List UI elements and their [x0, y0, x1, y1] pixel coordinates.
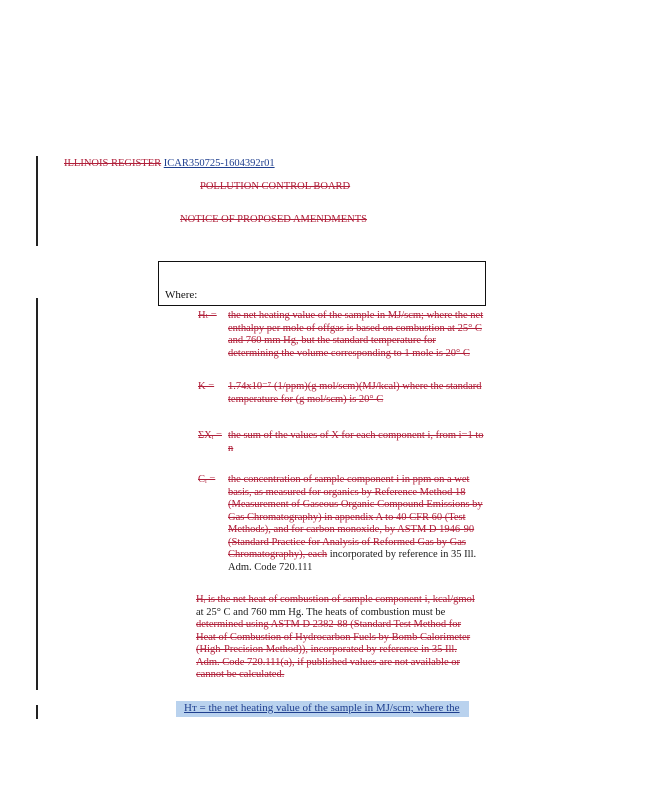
definition-body: [228, 474, 486, 574]
register-line: [64, 158, 275, 169]
change-bar: [36, 298, 38, 690]
definition-sum-x: [198, 430, 488, 456]
inserted-line: Hᴛ = the net heating value of the sample in MJ/scm; where the: [184, 702, 460, 714]
inserted-highlight: [176, 701, 469, 717]
definition-text-kept: incorporated by reference in 35 Ill. Adm. Code 720.111: [228, 549, 477, 573]
definition-term: ΣXᵢ =: [198, 430, 222, 441]
definition-text-deleted: the concentration of sample component i in ppm on a wet basis, as measured for organics by Reference Method 18 (Measurement of Gaseous Organic Compound Emissions by Gas Chromatography) in appendix A to 40 CFR 60 (Test Methods), and for carbon monoxide, by ASTM D 1946-90 (Standard Practice for Analysis of Reformed Gas by Gas Chromatography), each: [228, 474, 483, 560]
hi-text-deleted-1: Hᵢ is the net heat of combustion of sample component i, kcal/gmol: [196, 594, 475, 605]
definition-term: Cᵢ =: [198, 474, 216, 485]
change-bar: [36, 156, 38, 246]
register-inserted: ICAR350725-1604392r01: [163, 158, 275, 169]
hi-text-deleted-2: determined using ASTM D 2382-88 (Standard Test Method for Heat of Combustion of Hydrocarbon Fuels by Bomb Calorimeter (High-Precision Method)), incorporated by reference in 35 Ill. Adm. Code 720.111(a), if published values are not available or cannot be calculated.: [196, 619, 471, 680]
definition-text: 1.74x10⁻⁷ (1/ppm)(g mol/scm)(MJ/kcal) where the standard temperature for (g mol/scm) is 20° C: [228, 381, 482, 405]
board-title: POLLUTION CONTROL BOARD: [200, 181, 351, 192]
definition-ht: [198, 310, 488, 360]
hi-paragraph: [196, 594, 476, 682]
register-deleted: ILLINOIS REGISTER: [64, 158, 162, 169]
equation-box: [158, 261, 486, 306]
definition-text: the sum of the values of X for each component i, from i=1 to n: [228, 430, 484, 454]
hi-text-kept: at 25° C and 760 mm Hg. The heats of combustion must be: [196, 606, 446, 618]
definition-ci: [198, 474, 488, 574]
notice-title: NOTICE OF PROPOSED AMENDMENTS: [180, 214, 367, 225]
change-bar: [36, 705, 38, 719]
definition-text: the net heating value of the sample in MJ/scm; where the net enthalpy per mole of offgas is based on combustion at 25° C and 760 mm Hg, but the standard temperature for determining the volume corresponding to 1 mole is 20° C: [228, 310, 484, 359]
definition-term: K =: [198, 381, 215, 392]
definition-term: Hₜ =: [198, 310, 217, 321]
definition-k: [198, 381, 488, 407]
where-label: Where:: [165, 289, 198, 301]
